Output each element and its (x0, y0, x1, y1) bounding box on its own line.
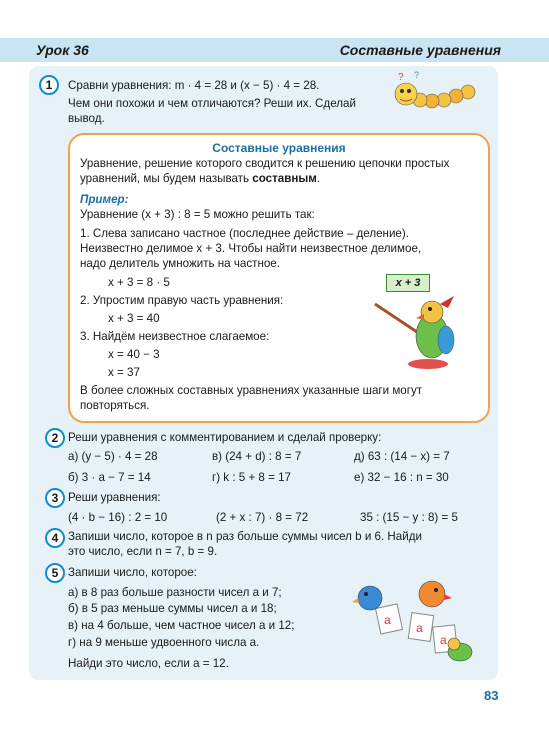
rule-term: составным (252, 172, 317, 185)
lesson-header (0, 38, 549, 62)
task-3-equation-1: (4 · b − 16) : 2 = 10 (68, 511, 168, 524)
equation-3: x = 40 − 3 (108, 348, 160, 361)
task-5-item-g: г) на 9 меньше удвоенного числа a. (68, 636, 260, 649)
task-4-line-1: Запиши число, которое в n раз больше суммы чисел b и 6. Найди (68, 530, 422, 543)
equation-1: x + 3 = 8 · 5 (108, 276, 170, 289)
svg-text:?: ? (398, 72, 404, 83)
svg-text:a: a (416, 621, 423, 635)
task-3-text: Реши уравнения: (68, 491, 161, 504)
task-1-number: 1 (39, 75, 59, 95)
rule-definition-text: уравнений, мы будем называть (80, 172, 253, 185)
page-number: 83 (484, 688, 499, 703)
rule-definition-end: . (316, 172, 321, 185)
rule-note-line-2: повторяться. (80, 399, 150, 412)
task-2-equation-a: а) (y − 5) · 4 = 28 (68, 450, 158, 463)
task-5-item-b: б) в 5 раз меньше суммы чисел a и 18; (68, 602, 277, 615)
example-intro: Уравнение (x + 3) : 8 = 5 можно решить так: (80, 208, 315, 221)
svg-text:a: a (384, 613, 391, 627)
parrot-illustration (370, 294, 470, 374)
task-5-item-v: в) на 4 больше, чем частное чисел a и 12; (68, 619, 295, 632)
svg-text:a: a (440, 633, 447, 647)
step-1-line-2: Неизвестно делимое x + 3. Чтобы найти неизвестное делимое, (80, 242, 422, 255)
task-5-text: Запиши число, которое: (68, 566, 197, 579)
birds-cards-illustration (350, 576, 480, 666)
task-2-equation-e: е) 32 − 16 : n = 30 (354, 471, 449, 484)
svg-text:?: ? (414, 70, 420, 80)
caterpillar-illustration (388, 70, 478, 120)
task-5-item-a: а) в 8 раз больше разности чисел a и 7; (68, 586, 282, 599)
rule-definition-line-2 (80, 172, 320, 185)
task-2-number: 2 (45, 428, 65, 448)
task-4-number: 4 (45, 528, 65, 548)
task-2-equation-v: в) (24 + d) : 8 = 7 (212, 450, 302, 463)
task-3-equation-3: 35 : (15 − y : 8) = 5 (360, 511, 458, 524)
lesson-topic: Составные уравнения (339, 42, 501, 58)
task-2-equation-d: д) 63 : (14 − x) = 7 (354, 450, 450, 463)
rule-note-line-1: В более сложных составных уравнениях указанные шаги могут (80, 384, 423, 397)
step-1-line-3: надо делитель умножить на частное. (80, 257, 280, 270)
lesson-number: Урок 36 (36, 42, 89, 58)
example-label: Пример: (80, 193, 129, 206)
expression-tag: x + 3 (386, 274, 430, 292)
task-2-text: Реши уравнения с комментированием и сделай проверку: (68, 431, 382, 444)
task-3-equation-2: (2 + x : 7) · 8 = 72 (216, 511, 309, 524)
rule-title: Составные уравнения (212, 141, 346, 155)
rule-definition-line-1: Уравнение, решение которого сводится к решению цепочки простых (80, 157, 450, 170)
task-5-number: 5 (45, 563, 65, 583)
task-5-find: Найди это число, если a = 12. (68, 657, 229, 670)
task-3-number: 3 (45, 488, 65, 508)
equation-4: x = 37 (108, 366, 140, 379)
task-2-equation-b: б) 3 · a − 7 = 14 (68, 471, 151, 484)
task-4-line-2: это число, если n = 7, b = 9. (68, 545, 218, 558)
task-1-line-1: Сравни уравнения: m · 4 = 28 и (x − 5) · 4 = 28. (68, 79, 320, 92)
task-1-line-2: Чем они похожи и чем отличаются? Реши их. Сделай (68, 97, 356, 110)
step-2: 2. Упростим правую часть уравнения: (80, 294, 284, 307)
task-2-equation-g: г) k : 5 + 8 = 17 (212, 471, 291, 484)
task-1-line-3: вывод. (68, 112, 105, 125)
step-3: 3. Найдём неизвестное слагаемое: (80, 330, 270, 343)
step-1-line-1: 1. Слева записано частное (последнее действие – деление). (80, 227, 409, 240)
equation-2: x + 3 = 40 (108, 312, 160, 325)
